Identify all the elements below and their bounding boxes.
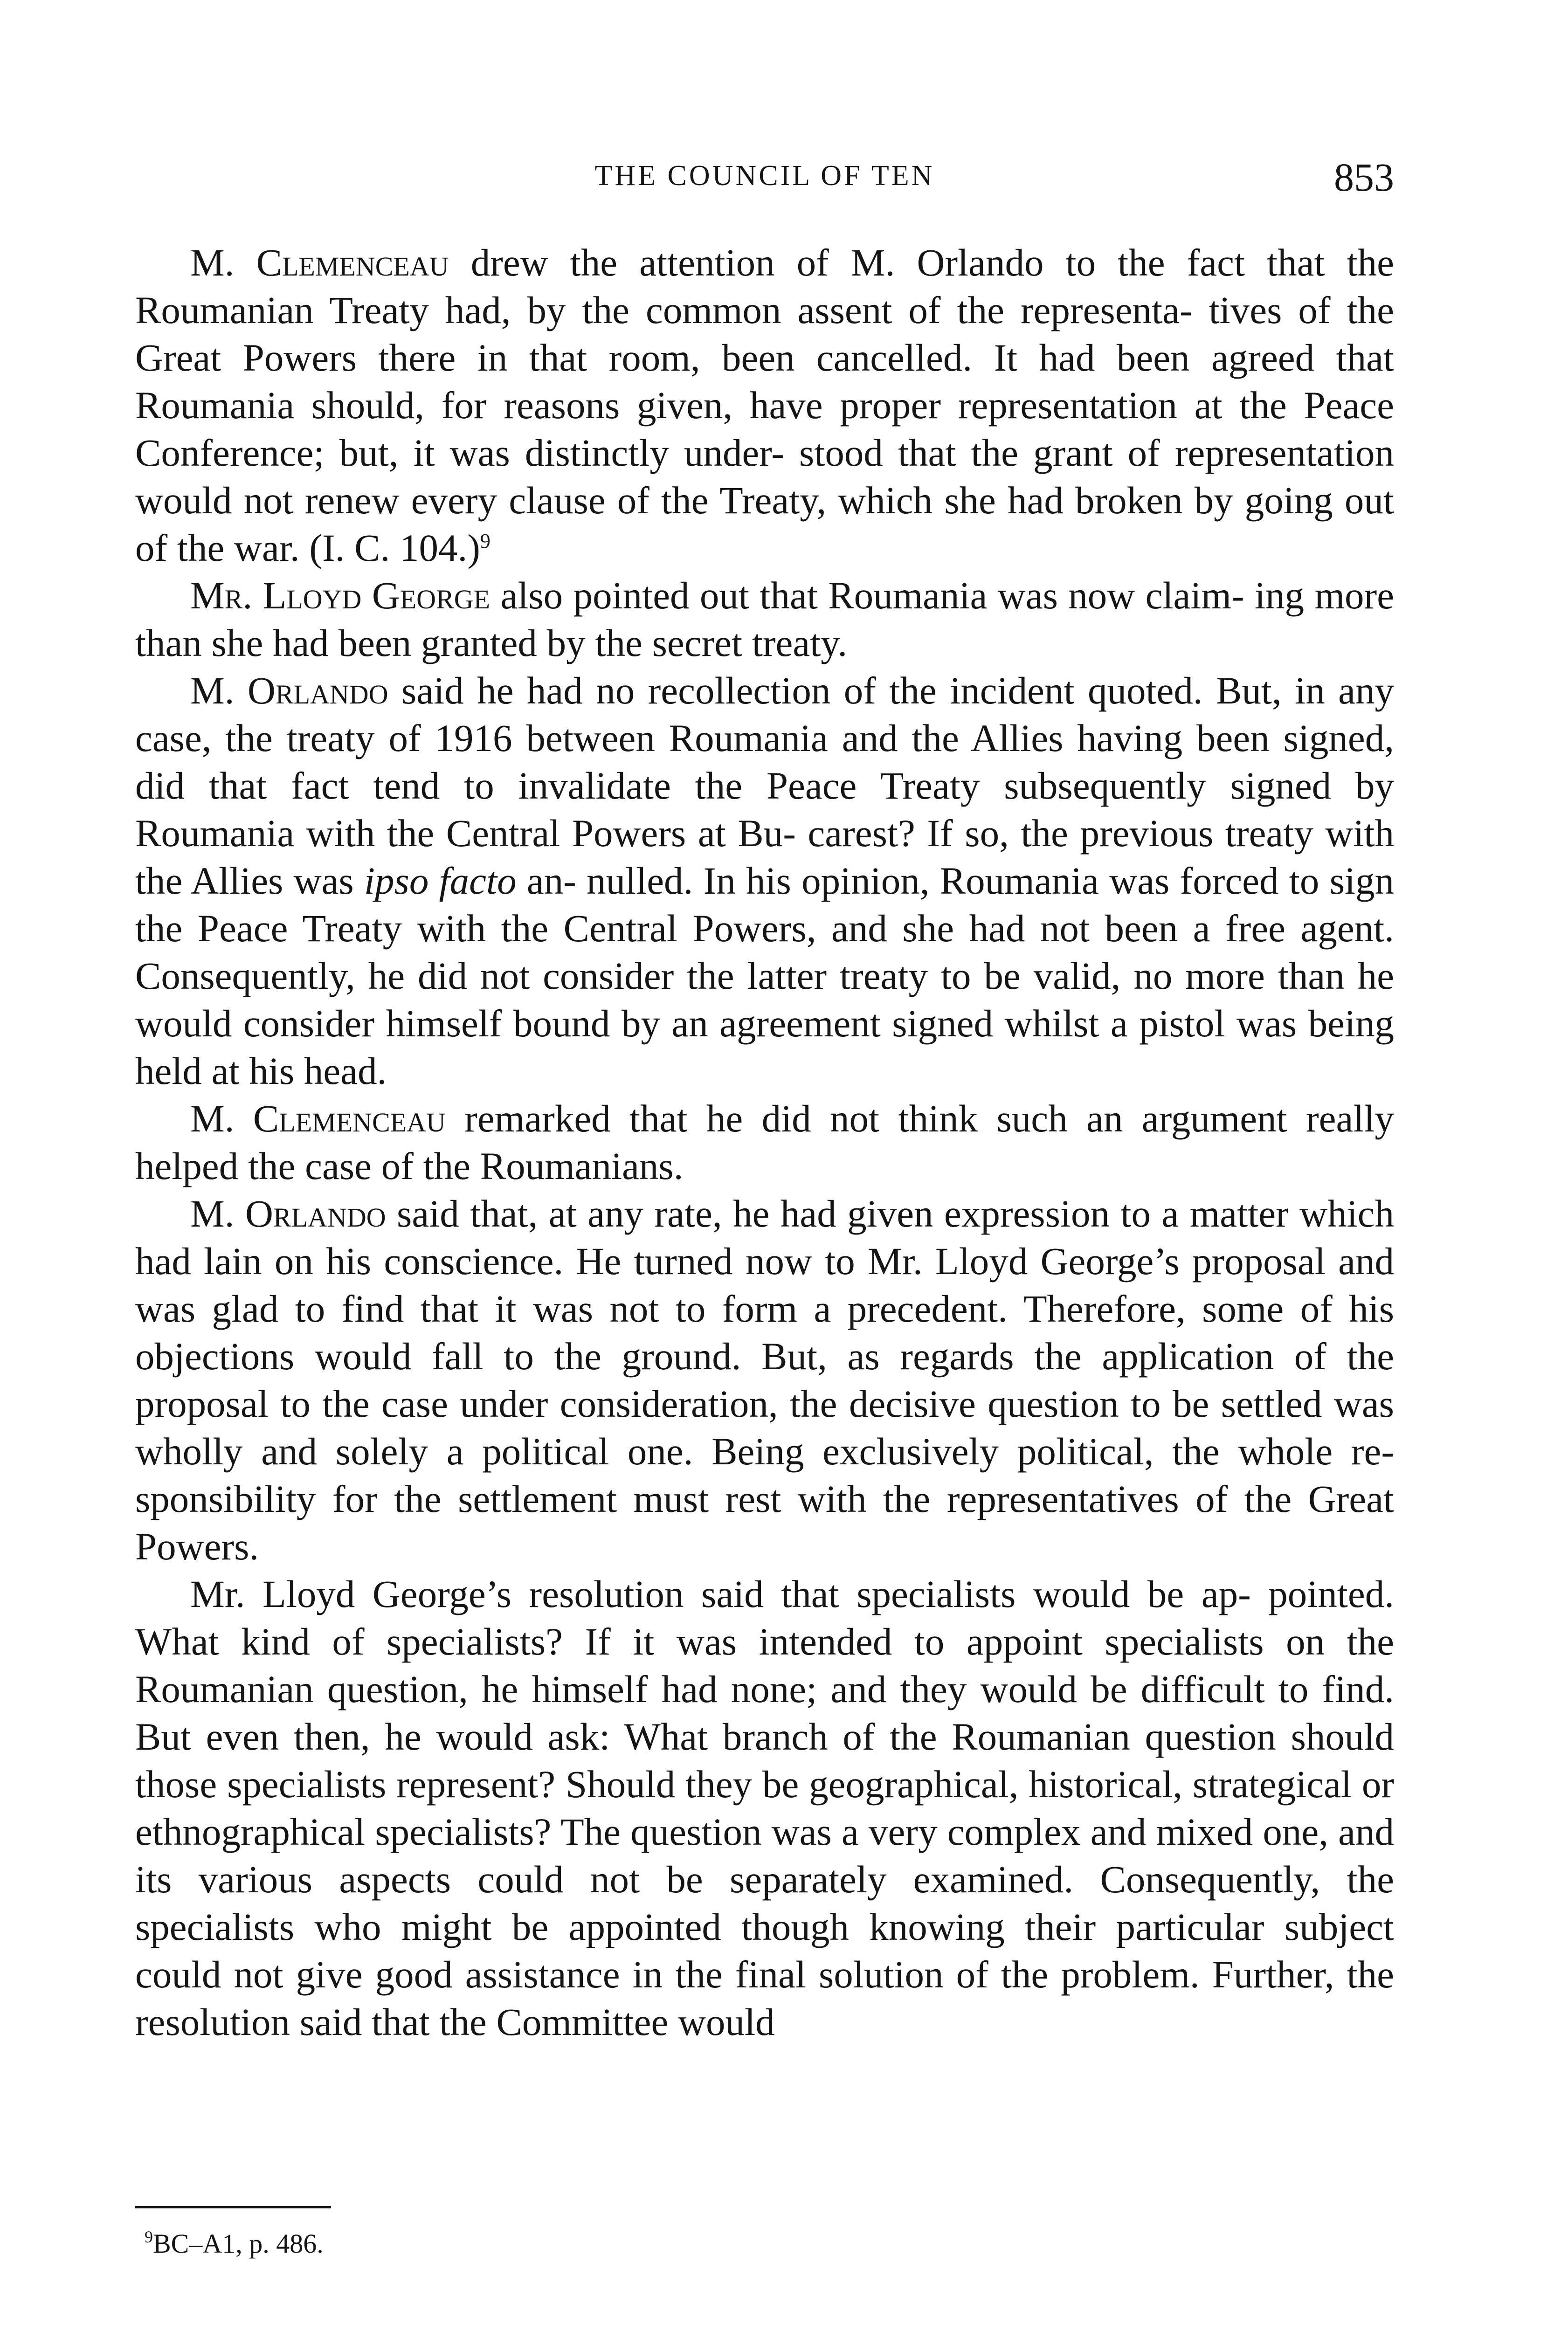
paragraph-text: drew the attention of M. Orlando to the fact that the Roumanian Treaty had, by the common assent of the representa- tives of the Great Powers there in that room, been cancelled. It had been agreed that Roumania should, for reasons given, have proper representation at the Peace Conference; but, it was distinctly under- stood that the grant of representation would not renew every clause of the Treaty, which she had broken by going out of the war. (I. C. 104.) — [135, 241, 1395, 569]
speaker-name: M. Orlando — [190, 669, 388, 712]
paragraph-text: also pointed out that Roumania was now claim- ing more than she had been granted by the secret treaty. — [135, 574, 1394, 664]
footnote-ref: 9 — [480, 530, 490, 552]
footnote-text: BC–A1, p. 486. — [153, 2228, 324, 2259]
paragraph-5 — [135, 1190, 1394, 1570]
latin-phrase: ipso facto — [364, 859, 517, 902]
paragraph-text: remarked that he did not think such an argument really helped the case of the Roumanians. — [135, 1097, 1394, 1187]
speaker-name: M. Orlando — [190, 1192, 386, 1235]
paragraph-text: an- nulled. In his opinion, Roumania was forced to sign the Peace Treaty with the Central Powers, and she had not been a free agent. Consequently, he did not consider the latter treaty to be valid, no more than he would consider himself bound by an agreement signed whilst a pistol was being held at his head. — [135, 859, 1394, 1092]
paragraph-text: said that, at any rate, he had given expression to a matter which had lain on his conscience. He turned now to Mr. Lloyd George’s proposal and was glad to find that it was not to form a precedent. Therefore, some of his objections would fall to the ground. But, as regards the application of the proposal to the case under consideration, the decisive question to be settled was wholly and solely a political one. Being exclusively political, the whole re- sponsibility for the settlement must rest with the representatives of the Great Powers. — [135, 1192, 1394, 1568]
page-header — [135, 154, 1394, 210]
paragraph-text: said he had no recollection of the incident quoted. But, in any case, the treaty of 1916 between Roumania and the Allies having been signed, did that fact tend to invalidate the Peace Treaty subsequently signed by Roumania with the Central Powers at Bu- carest? If so, the previous treaty with the Allies was — [135, 669, 1395, 902]
paragraph-2 — [135, 572, 1394, 667]
speaker-name: M. Clemenceau — [190, 1097, 446, 1140]
footnote — [135, 2226, 324, 2262]
speaker-name: Mr. Lloyd George — [190, 574, 490, 617]
page-number: 853 — [1334, 155, 1394, 200]
paragraph-3 — [135, 667, 1394, 1095]
footnote-marker: 9 — [145, 2228, 153, 2246]
body-text — [135, 239, 1394, 2046]
footnote-divider — [135, 2206, 331, 2208]
paragraph-1 — [135, 239, 1394, 572]
paragraph-4 — [135, 1095, 1394, 1190]
paragraph-text: Mr. Lloyd George’s resolution said that specialists would be ap- pointed. What kind of specialists? If it was intended to appoint specialists on the Roumanian question, he himself had none; and they would be difficult to find. But even then, he would ask: What branch of the Roumanian question should those specialists represent? Should they be geographical, historical, strategical or ethnographical specialists? The question was a very complex and mixed one, and its various aspects could not be separately examined. Consequently, the specialists who might be appointed though knowing their particular subject could not give good assistance in the final solution of the problem. Further, the resolution said that the Committee would — [135, 1572, 1394, 2043]
paragraph-6 — [135, 1570, 1394, 2046]
speaker-name: M. Clemenceau — [190, 241, 449, 284]
running-head: THE COUNCIL OF TEN — [594, 160, 935, 192]
